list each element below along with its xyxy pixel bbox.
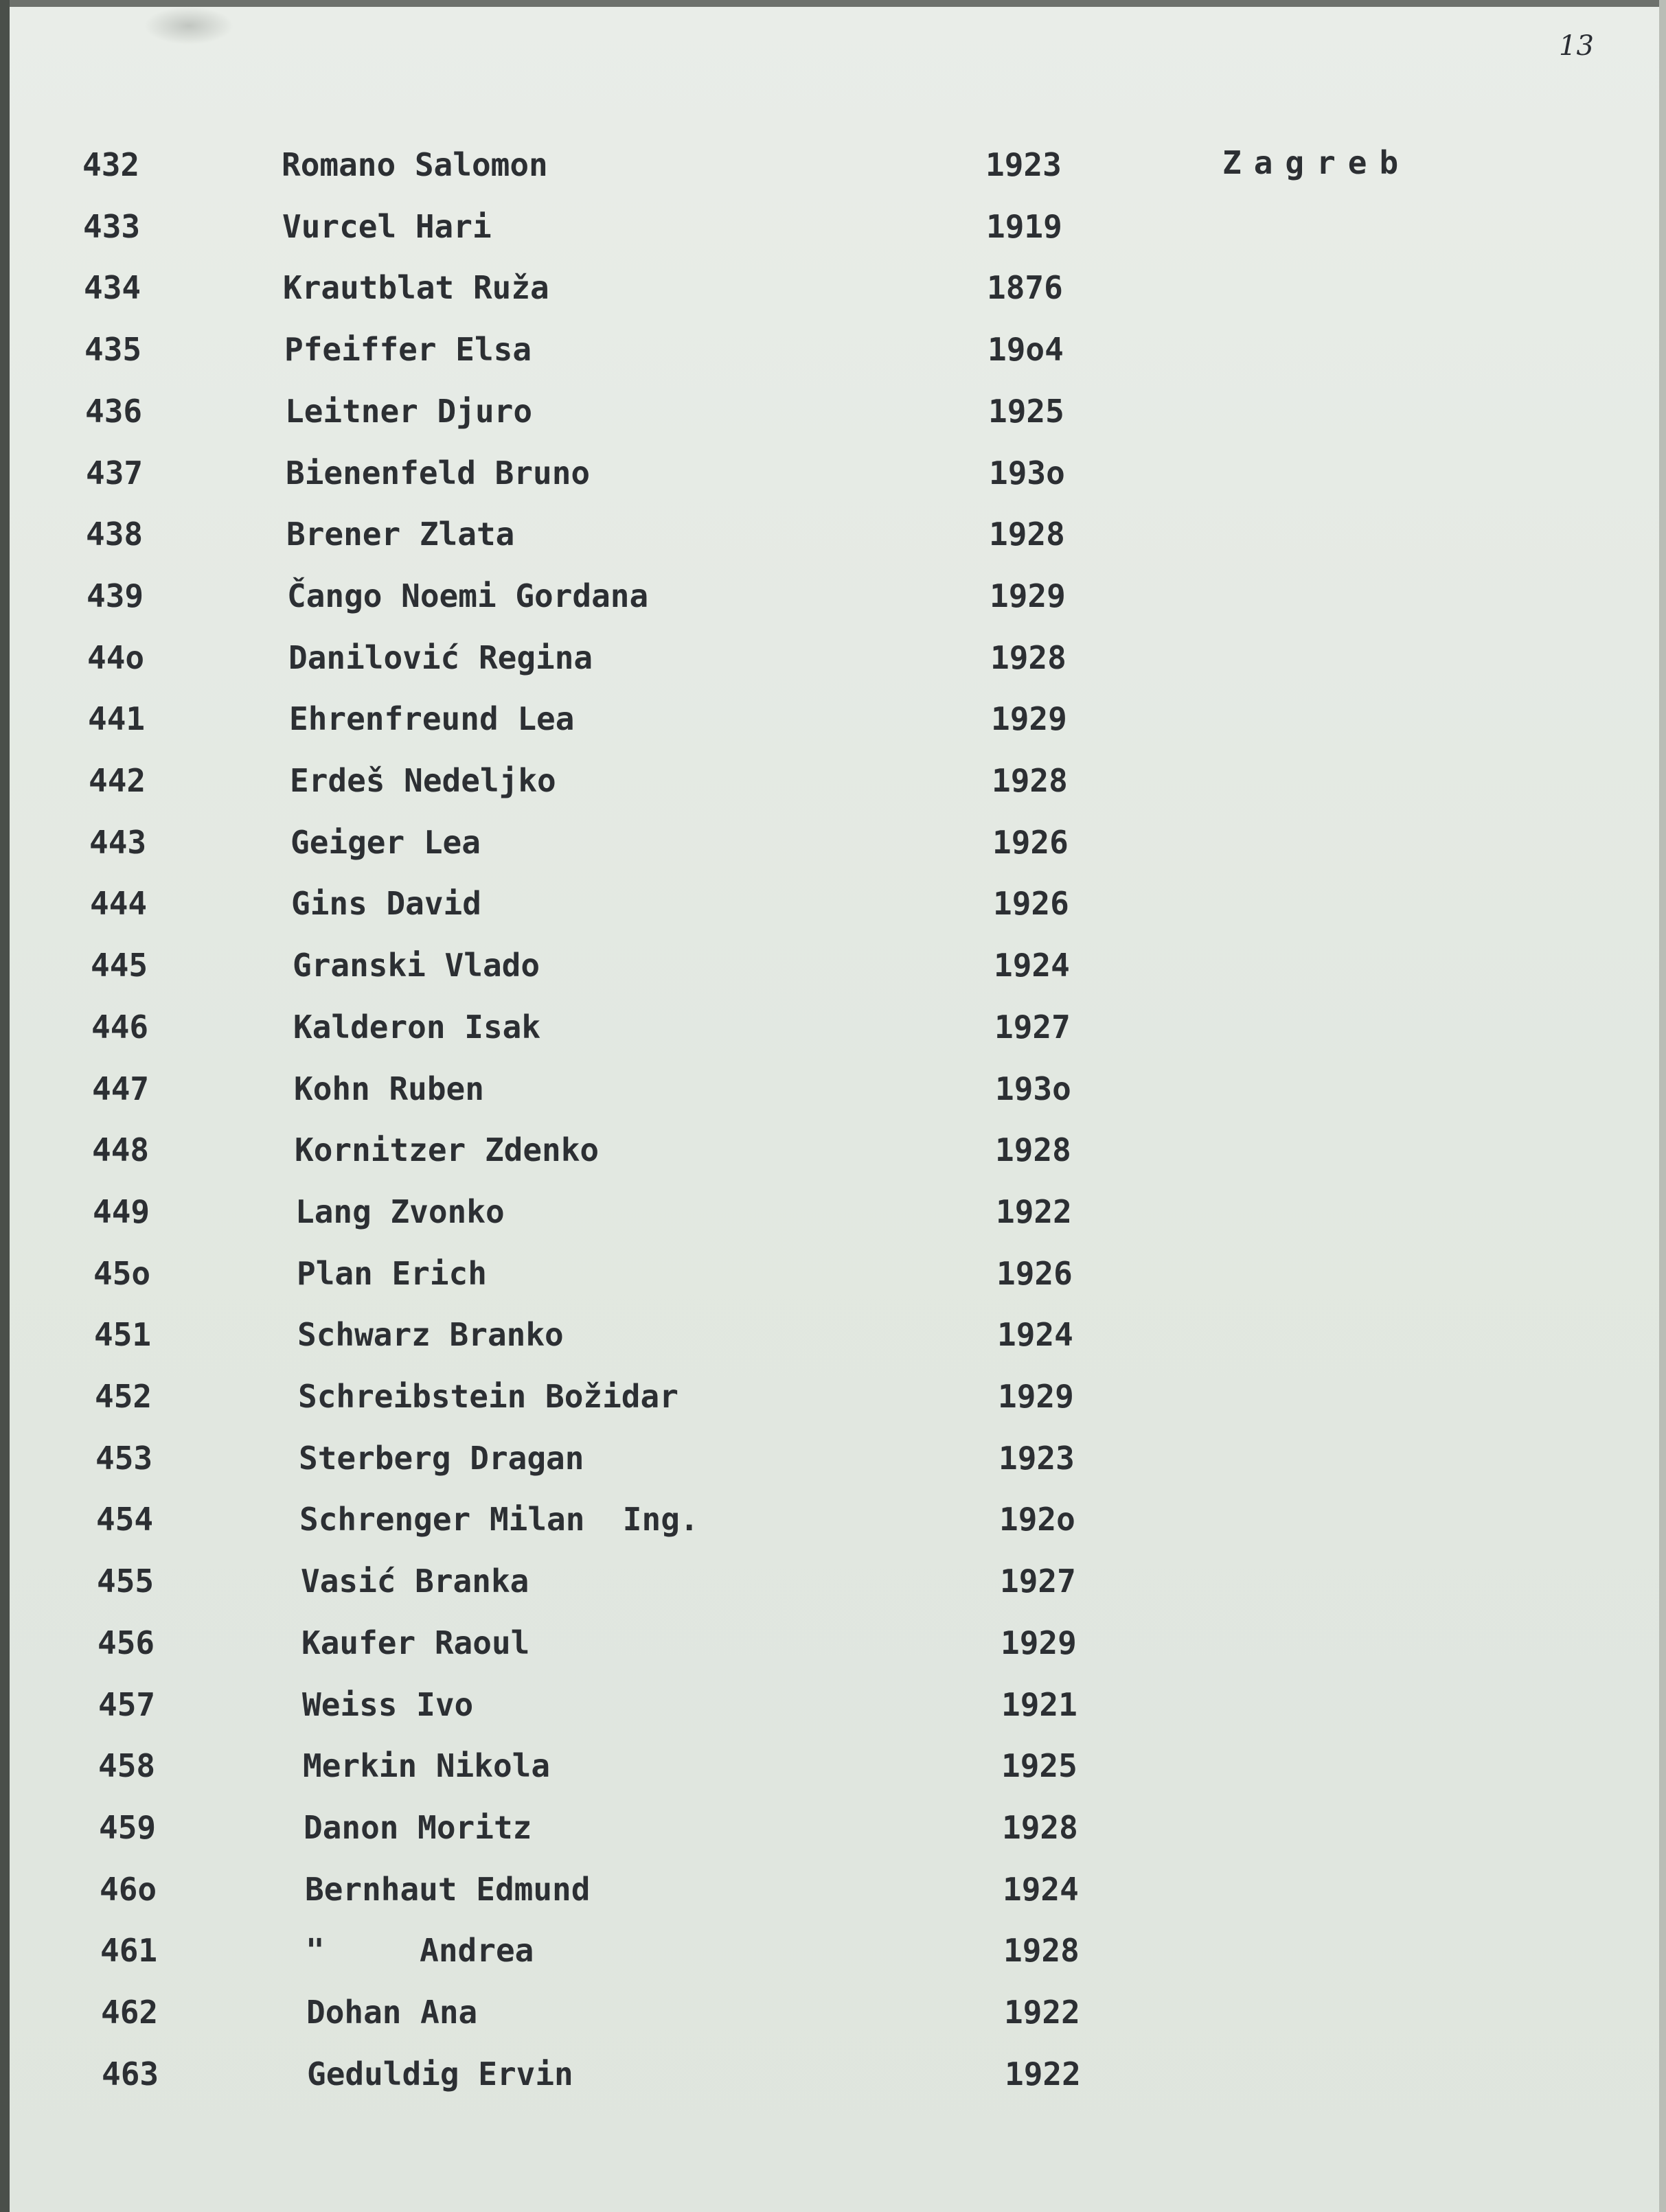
list-row [0,264,1666,312]
entry-name: Bienenfeld Bruno [286,454,591,492]
entry-year: 1922 [1005,2055,1081,2093]
entry-name: Geiger Lea [290,824,481,861]
entry-name: Kohn Ruben [294,1070,484,1107]
entry-year: 1924 [997,1316,1073,1353]
entry-number: 435 [84,331,142,368]
entry-year: 1928 [990,639,1066,676]
entry-name: Danon Moritz [304,1809,532,1846]
list-row [0,2050,1666,2098]
entry-year: 1929 [998,1378,1074,1415]
list-row [0,1742,1666,1790]
list-row [0,1804,1666,1852]
entry-year: 1928 [1002,1809,1078,1846]
entry-name: Weiss Ivo [302,1686,474,1723]
entry-name: Kalderon Isak [293,1009,541,1046]
entry-number: 45o [93,1255,151,1292]
list-row [0,1619,1666,1667]
list-row [0,1557,1666,1605]
entry-year: 1928 [992,762,1068,799]
entry-number: 453 [95,1440,153,1477]
city-label: Zagreb [1222,144,1411,181]
entry-number: 445 [91,947,148,984]
entry-name: Dohan Ana [306,1994,478,2031]
entry-number: 432 [82,146,140,183]
entry-year: 1924 [1003,1871,1079,1908]
list-row [0,510,1666,558]
entry-number: 44o [87,639,145,676]
entry-number: 46o [100,1871,157,1908]
entry-name: Leitner Djuro [285,393,533,430]
list-row [0,1311,1666,1359]
entry-name: Ehrenfreund Lea [289,700,575,737]
entry-name: Sterberg Dragan [299,1440,584,1477]
entry-name: Čango Noemi Gordana [287,577,649,614]
entry-name: Lang Zvonko [295,1193,505,1230]
list-row [0,695,1666,743]
entry-number: 437 [86,454,144,492]
entry-year: 1927 [994,1009,1071,1046]
entry-number: 458 [98,1747,156,1784]
entry-number: 447 [92,1070,150,1107]
entry-number: 443 [89,824,147,861]
list-row [0,1434,1666,1482]
entry-number: 438 [86,516,144,553]
scan-smudge [144,7,233,45]
entry-number: 457 [98,1686,156,1723]
entry-number: 446 [91,1009,149,1046]
entry-name: Geduldig Ervin [307,2055,573,2093]
list-row [0,879,1666,928]
entry-name: Granski Vlado [293,947,540,984]
list-row [0,1988,1666,2036]
entry-number: 456 [98,1624,155,1661]
list-row [0,1865,1666,1913]
list-row [0,1372,1666,1420]
entry-name: Danilović Regina [288,639,593,676]
entry-year: 1928 [989,516,1065,553]
entry-year: 1924 [994,947,1070,984]
list-row [0,1065,1666,1113]
entry-name: Kornitzer Zdenko [295,1131,600,1168]
entry-name: Schrenger Milan Ing. [299,1501,699,1538]
list-row [0,1126,1666,1174]
list-row [0,941,1666,989]
list-row [0,572,1666,620]
list-row [0,325,1666,373]
entry-year: 1929 [1001,1624,1077,1661]
entry-year: 1927 [1000,1563,1076,1600]
entry-number: 442 [89,762,146,799]
entry-name: Plan Erich [297,1255,487,1292]
entry-year: 1876 [987,269,1063,306]
entry-year: 1923 [985,146,1062,183]
entry-year: 193o [989,454,1065,492]
entry-number: 448 [92,1131,150,1168]
entry-number: 441 [88,700,146,737]
entry-year: 1925 [988,393,1064,430]
entry-name: Romano Salomon [282,146,548,183]
entry-name: Bernhaut Edmund [305,1871,591,1908]
list-row [0,634,1666,682]
entry-year: 1926 [993,885,1069,922]
entry-number: 451 [94,1316,152,1353]
entry-name: " Andrea [306,1932,534,1969]
entry-year: 1925 [1001,1747,1077,1784]
entry-number: 444 [90,885,148,922]
entry-year: 1928 [995,1131,1071,1168]
entry-name: Brener Zlata [286,516,515,553]
entry-name: Vasić Branka [301,1563,529,1600]
list-row [0,757,1666,805]
entry-year: 1921 [1001,1686,1077,1723]
entry-number: 455 [97,1563,155,1600]
list-row [0,449,1666,497]
list-row [0,1188,1666,1236]
entry-name: Merkin Nikola [303,1747,551,1784]
list-row [0,141,1666,189]
entry-year: 1929 [991,700,1067,737]
entry-year: 1922 [996,1193,1072,1230]
entry-year: 1926 [992,824,1069,861]
page-number: 13 [1559,30,1594,62]
entry-number: 459 [99,1809,157,1846]
entry-number: 433 [83,208,141,245]
entry-number: 449 [93,1193,150,1230]
entry-year: 1922 [1004,1994,1080,2031]
entry-year: 1928 [1003,1932,1080,1969]
entry-number: 462 [101,1994,159,2031]
entry-year: 1923 [999,1440,1075,1477]
list-row [0,1249,1666,1298]
entry-name: Pfeiffer Elsa [284,331,532,368]
entry-name: Vurcel Hari [282,208,492,245]
entry-name: Krautblat Ruža [283,269,549,306]
entry-name: Gins David [291,885,481,922]
entry-name: Schreibstein Božidar [298,1378,678,1415]
entry-year: 1919 [986,208,1062,245]
entry-year: 1929 [990,577,1066,614]
entry-number: 439 [87,577,144,614]
entry-number: 434 [84,269,141,306]
entry-year: 1926 [996,1255,1073,1292]
list-row [0,1003,1666,1051]
entry-name: Erdeš Nedeljko [290,762,556,799]
list-row [0,1495,1666,1543]
entry-number: 436 [85,393,143,430]
entry-year: 192o [999,1501,1075,1538]
entry-year: 19o4 [988,331,1064,368]
entry-name: Schwarz Branko [297,1316,564,1353]
entry-year: 193o [995,1070,1071,1107]
list-row [0,1926,1666,1974]
entry-number: 463 [102,2055,159,2093]
list-row [0,1681,1666,1729]
entry-number: 461 [100,1932,158,1969]
entry-number: 452 [95,1378,152,1415]
list-row [0,387,1666,435]
entry-name: Kaufer Raoul [301,1624,530,1661]
scan-top-edge [0,0,1666,7]
list-row [0,818,1666,866]
list-row [0,203,1666,251]
entry-number: 454 [96,1501,154,1538]
